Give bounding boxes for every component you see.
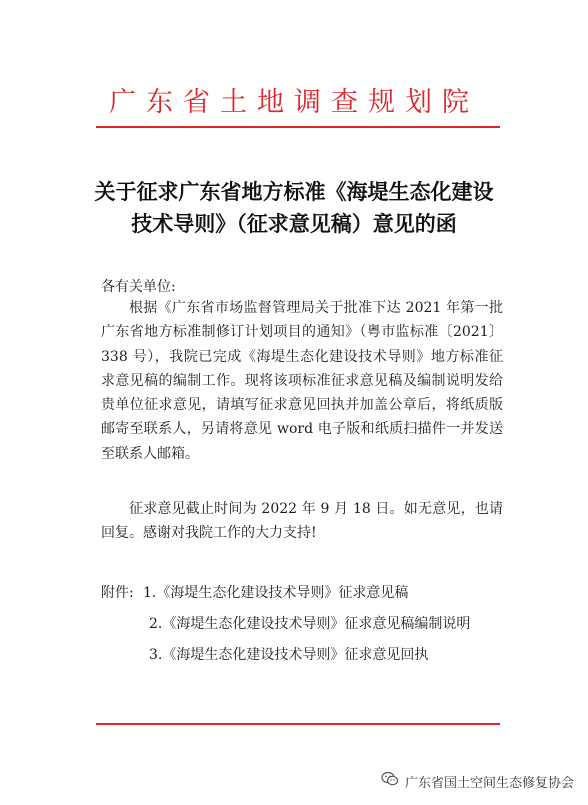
wechat-icon <box>381 771 399 791</box>
body-paragraph-1: 根据《广东省市场监督管理局关于批准下达 2021 年第一批广东省地方标准制修订计划项目的通知》（粤市监标准〔2021〕338 号），我院已完成《海堤生态化建设技术导则》地方标准征求意见稿的编制工作。现将该项标准征求意见稿及编制说明发给贵单位征求意见，请填写征求意见回执并加盖公章后，将纸质版邮寄至联系人，另请将意见 word 电子版和纸质扫描件一并发送至联系人邮箱。 <box>101 300 503 462</box>
salutation: 各有关单位: <box>101 279 176 295</box>
attachments-list <box>101 578 470 671</box>
source-name: 广东省国土空间生态修复协会 <box>404 775 574 791</box>
body-paragraph-2: 征求意见截止时间为 2022 年 9 月 18 日。如无意见，也请回复。感谢对我院工作的大力支持! <box>101 501 503 542</box>
document-title <box>0 176 588 240</box>
attachment-item: 3.《海堤生态化建设技术导则》征求意见回执 <box>149 647 429 663</box>
attachment-row <box>101 578 470 609</box>
attachment-item: 2.《海堤生态化建设技术导则》征求意见稿编制说明 <box>149 616 471 632</box>
attachment-row <box>101 609 470 640</box>
letterhead-rule <box>96 126 500 128</box>
attachment-row <box>101 640 470 671</box>
footer-rule <box>96 723 500 725</box>
attachments-label: 附件: <box>101 585 134 601</box>
source-watermark <box>381 771 574 791</box>
attachment-item: 1.《海堤生态化建设技术导则》征求意见稿 <box>143 585 409 601</box>
title-line-1: 关于征求广东省地方标准《海堤生态化建设 <box>94 180 494 204</box>
title-line-2: 技术导则》（征求意见稿）意见的函 <box>131 212 457 236</box>
org-letterhead: 广东省土地调查规划院 <box>109 87 479 118</box>
